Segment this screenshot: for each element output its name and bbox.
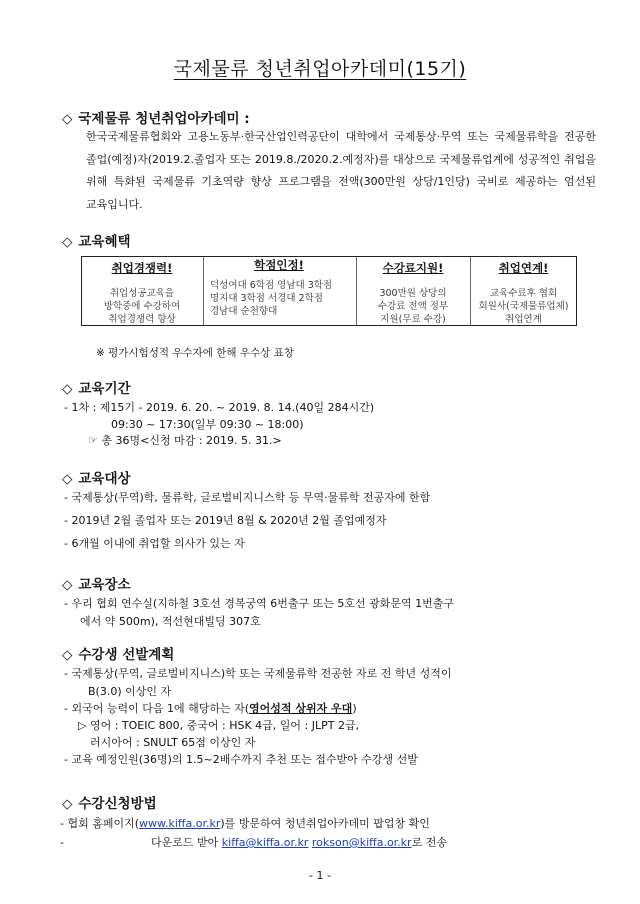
benefit-column — [82, 257, 202, 325]
place-line: - 우리 협회 연수실(지하철 3호선 경복궁역 6번출구 또는 5호선 광화문역 1번출구 — [64, 597, 454, 610]
selection-heading: ◇ 수강생 선발계획 — [62, 647, 175, 663]
diamond-icon: ◇ — [62, 796, 73, 812]
page-number: - 1 - — [309, 869, 331, 882]
benefit-column — [357, 257, 469, 325]
period-line: - 1차 : 제15기 - 2019. 6. 20. ~ 2019. 8. 14.(40일 284시간) — [64, 401, 375, 414]
benefit-title: 수강료지원! — [382, 261, 444, 275]
award-note: ※ 평가시험성적 우수자에 한해 우수상 표창 — [96, 347, 294, 359]
benefit-title: 취업연계! — [498, 261, 549, 275]
intro-heading: ◇ 국제물류 청년취업아카데미 : — [62, 111, 250, 127]
diamond-icon: ◇ — [62, 577, 73, 593]
selection-line: - 국제통상(무역, 글로벌비지니스)학 또는 국제물류학 전공한 자로 전 학년 성적이 — [64, 667, 452, 680]
selection-line: - 외국어 능력이 다음 1에 해당하는 자(영어성적 상위자 우대) — [64, 702, 357, 715]
period-heading: ◇ 교육기간 — [62, 381, 131, 397]
selection-line: - 교육 예정인원(36명)의 1.5~2배수까지 추천 또는 접수받아 수강생 선발 — [64, 753, 418, 766]
benefit-body: 300만원 상당의 수강료 전액 정부 지원(무료 수강) — [377, 288, 449, 325]
email-link[interactable]: kiffa@kiffa.or.kr — [221, 836, 309, 849]
selection-line: ▷ 영어 : TOEIC 800, 중국어 : HSK 4급, 일어 : JLPT 2급, — [78, 719, 360, 732]
period-line: ☞ 총 36명<신청 마감 : 2019. 5. 31.> — [88, 434, 282, 447]
benefits-table — [81, 256, 577, 326]
page-title: 국제물류 청년취업아카데미(15기) — [173, 58, 467, 80]
apply-line: 다운로드 받아 kiffa@kiffa.or.kr rokson@kiffa.or.kr로 전송 — [151, 836, 447, 849]
diamond-icon: ◇ — [62, 647, 73, 663]
benefit-title: 취업경쟁력! — [111, 261, 173, 275]
benefit-body: 덕성여대 6학점 영남대 3학점 명지대 3학점 서경대 2학점 경남대 순천향대 — [210, 280, 333, 317]
benefit-body: 교육수료후 협회 회원사(국제물류업체) 취업연계 — [478, 288, 569, 325]
diamond-icon: ◇ — [62, 471, 73, 487]
diamond-icon: ◇ — [62, 234, 73, 250]
diamond-icon: ◇ — [62, 381, 73, 397]
apply-heading: ◇ 수강신청방법 — [62, 796, 157, 812]
selection-line: B(3.0) 이상인 자 — [88, 685, 172, 698]
diamond-icon: ◇ — [62, 111, 73, 127]
homepage-link[interactable]: www.kiffa.or.kr — [139, 817, 221, 830]
apply-line: - 협회 홈페이지(www.kiffa.or.kr)를 방문하여 청년취업아카데미 팝업창 확인 — [60, 817, 430, 830]
target-item: - 6개월 이내에 취업할 의사가 있는 자 — [64, 537, 245, 550]
target-heading: ◇ 교육대상 — [62, 471, 131, 487]
email-link[interactable]: rokson@kiffa.or.kr — [311, 836, 412, 849]
target-item: - 2019년 2월 졸업자 또는 2019년 8월 & 2020년 2월 졸업예정자 — [64, 514, 387, 527]
benefit-column — [471, 257, 576, 325]
selection-line: 러시아어 : SNULT 65점 이상인 자 — [90, 736, 256, 749]
target-item: - 국제통상(무역)학, 물류학, 글로벌비지니스학 등 무역·물류학 전공자에 한함 — [64, 491, 431, 504]
benefits-heading: ◇ 교육혜택 — [62, 234, 131, 250]
place-line: 에서 약 500m), 적선현대빌딩 307호 — [80, 615, 261, 628]
place-heading: ◇ 교육장소 — [62, 577, 131, 593]
period-line: 09:30 ~ 17:30(일부 09:30 ~ 18:00) — [111, 418, 304, 431]
benefit-title: 학점인정! — [254, 258, 304, 272]
intro-paragraph: 한국국제물류협회와 고용노동부·한국산업인력공단이 대학에서 국제통상·무역 또는 국제물류학을 전공한 졸업(예정)자(2019.2.졸업자 또는 2019.8./2020.2.예정자)를 대상으로 국제물류업계에 성공적인 취업을 위해 특화된 국제물류 기초역량 향상 프로그램을 전액(300만원 상당/1인당) 국비로 제공하는 엄선된 교육입니다. — [86, 130, 596, 211]
benefit-column — [204, 257, 354, 325]
benefit-body: 취업성공교육을 방학중에 수강하여 취업경쟁력 향상 — [103, 288, 181, 325]
apply-line: - — [60, 836, 64, 849]
